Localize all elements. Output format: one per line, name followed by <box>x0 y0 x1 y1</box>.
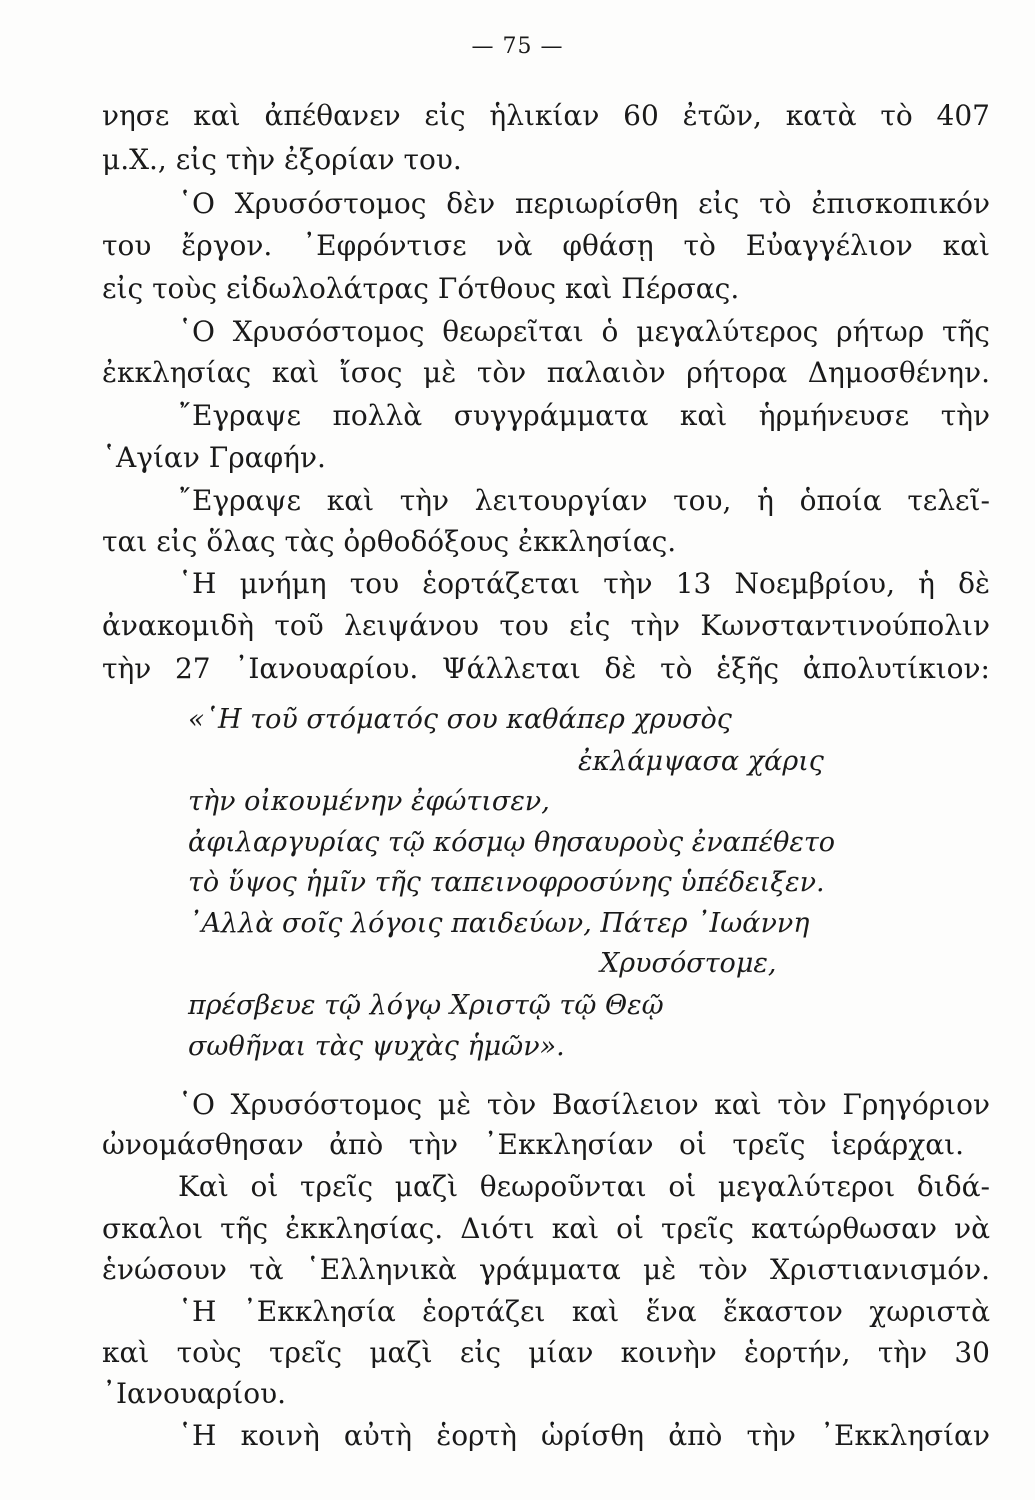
text-line: νησε καὶ ἀπέθανεν εἰς ἡλικίαν 60 ἐτῶν, κατὰ τὸ 407 <box>102 99 990 132</box>
text-line: καὶ τοὺς τρεῖς μαζὶ εἰς μίαν κοινὴν ἑορτήν, τὴν 30 <box>102 1336 990 1369</box>
text-line: εἰς τοὺς εἰδωλολάτρας Γότθους καὶ Πέρσας. <box>102 272 740 305</box>
text-line: ῾Η κοινὴ αὐτὴ ἑορτὴ ὡρίσθη ἀπὸ τὴν ᾿Εκκλησίαν <box>178 1419 990 1452</box>
text-line: ῎Εγραψε πολλὰ συγγράμματα καὶ ἡρμήνευσε τὴν <box>178 399 990 432</box>
text-line: ἐκκλησίας καὶ ἴσος μὲ τὸν παλαιὸν ρήτορα Δημοσθένην. <box>102 356 990 389</box>
text-line: Καὶ οἱ τρεῖς μαζὶ θεωροῦνται οἱ μεγαλύτεροι διδά- <box>178 1170 990 1203</box>
hymn-line: ἐκλάμψασα χάρις <box>578 746 824 777</box>
text-line: ται εἰς ὅλας τὰς ὀρθοδόξους ἐκκλησίας. <box>102 525 677 558</box>
hymn-line: σωθῆναι τὰς ψυχὰς ἡμῶν». <box>188 1031 565 1062</box>
hymn-line: Χρυσόστομε, <box>600 948 777 979</box>
text-line: ῾Ο Χρυσόστομος μὲ τὸν Βασίλειον καὶ τὸν Γρηγόριον <box>178 1088 990 1121</box>
hymn-line: τὴν οἰκουμένην ἐφώτισεν, <box>188 786 550 817</box>
hymn-line: ἀφιλαργυρίας τῷ κόσμῳ θησαυροὺς ἐναπέθετο <box>188 827 836 858</box>
text-line: μ.Χ., εἰς τὴν ἐξορίαν του. <box>102 143 462 176</box>
text-line: ῾Ο Χρυσόστομος θεωρεῖται ὁ μεγαλύτερος ρήτωρ τῆς <box>178 315 990 348</box>
hymn-line: τὸ ὕψος ἡμῖν τῆς ταπεινοφροσύνης ὑπέδειξεν. <box>188 867 825 898</box>
hymn-line: ᾿Αλλὰ σοῖς λόγοις παιδεύων, Πάτερ ᾿Ιωάννη <box>188 908 810 939</box>
hymn-line: «῾Η τοῦ στόματός σου καθάπερ χρυσὸς <box>188 704 732 735</box>
text-line: ὠνομάσθησαν ἀπὸ τὴν ᾿Εκκλησίαν οἱ τρεῖς ἱεράρχαι. <box>102 1128 964 1161</box>
text-line: ῎Εγραψε καὶ τὴν λειτουργίαν του, ἡ ὁποία τελεῖ- <box>178 484 990 517</box>
text-line: ῾Ο Χρυσόστομος δὲν περιωρίσθη εἰς τὸ ἐπισκοπικόν <box>178 187 990 220</box>
text-line: σκαλοι τῆς ἐκκλησίας. Διότι καὶ οἱ τρεῖς κατώρθωσαν νὰ <box>102 1212 990 1245</box>
text-line: τὴν 27 ᾿Ιανουαρίου. Ψάλλεται δὲ τὸ ἑξῆς ἀπολυτίκιον: <box>102 652 990 685</box>
text-line: ῾Η ᾿Εκκλησία ἑορτάζει καὶ ἕνα ἕκαστον χωριστὰ <box>178 1295 990 1328</box>
text-line: του ἔργον. ᾿Εφρόντισε νὰ φθάσῃ τὸ Εὐαγγέλιον καὶ <box>102 229 990 262</box>
hymn-line: πρέσβευε τῷ λόγῳ Χριστῷ τῷ Θεῷ <box>188 990 664 1021</box>
text-line: ἀνακομιδὴ τοῦ λειψάνου του εἰς τὴν Κωνσταντινούπολιν <box>102 609 990 642</box>
page-number: — 75 — <box>471 34 564 59</box>
text-line: ῾Η μνήμη του ἑορτάζεται τὴν 13 Νοεμβρίου, ἡ δὲ <box>178 567 990 600</box>
text-line: ᾿Ιανουαρίου. <box>102 1377 286 1410</box>
text-line: ῾Αγίαν Γραφήν. <box>102 441 326 474</box>
text-line: ἑνώσουν τὰ ῾Ελληνικὰ γράμματα μὲ τὸν Χριστιανισμόν. <box>102 1253 990 1286</box>
